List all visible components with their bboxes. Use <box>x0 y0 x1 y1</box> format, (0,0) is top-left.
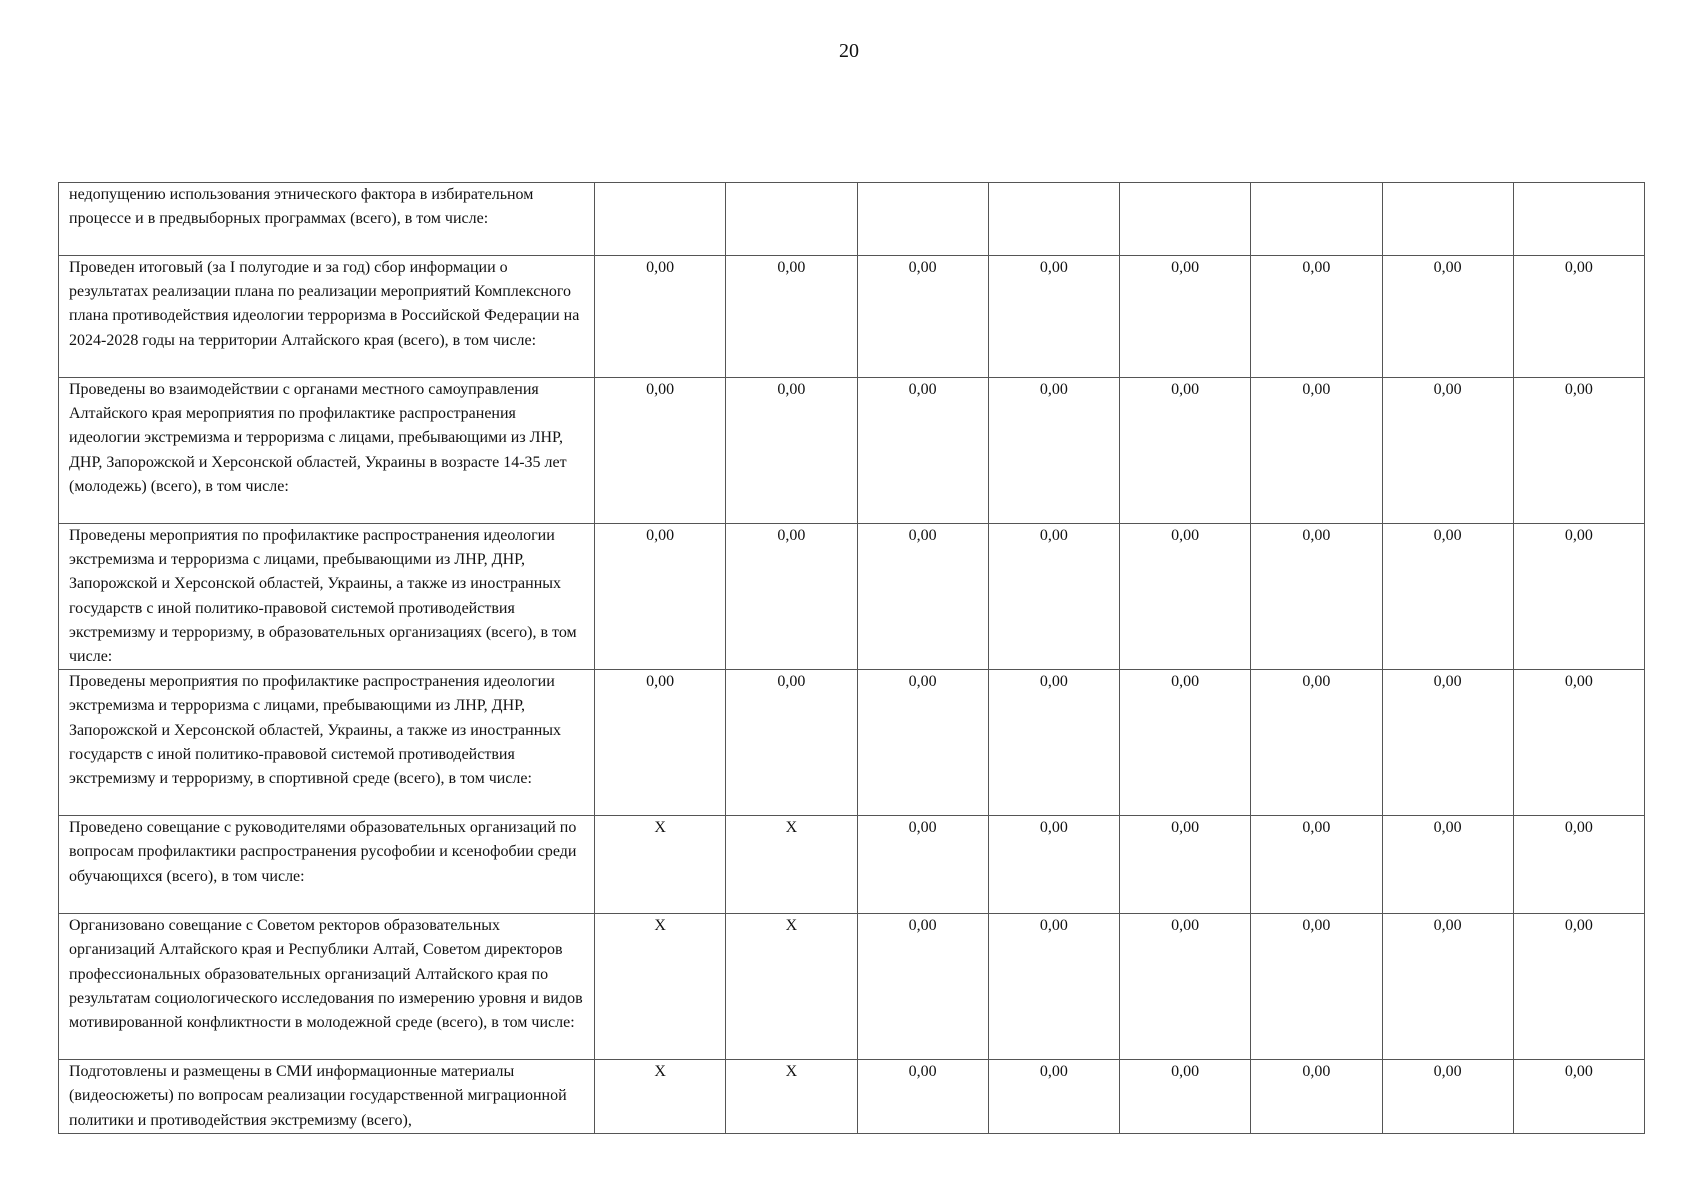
value-cell: 0,00 <box>1120 524 1251 670</box>
value-cell: 0,00 <box>1120 378 1251 524</box>
value-cell: 0,00 <box>1382 914 1513 1060</box>
value-cell: 0,00 <box>1513 256 1644 378</box>
value-cell: X <box>726 1060 857 1134</box>
indicators-table <box>58 182 1645 1134</box>
value-cell: 0,00 <box>857 816 988 914</box>
value-cell: 0,00 <box>1120 670 1251 816</box>
value-cell: 0,00 <box>1513 914 1644 1060</box>
value-cell: 0,00 <box>1382 378 1513 524</box>
value-cell: 0,00 <box>1251 816 1382 914</box>
page-number: 20 <box>839 40 859 62</box>
table-row <box>59 1060 1645 1134</box>
value-cell: 0,00 <box>988 816 1119 914</box>
value-cell: 0,00 <box>1251 524 1382 670</box>
table-row <box>59 816 1645 914</box>
row-description: Подготовлены и размещены в СМИ информационные материалы (видеосюжеты) по вопросам реализации государственной миграционной политики и противодействия экстремизму (всего), <box>59 1060 595 1134</box>
value-cell: 0,00 <box>857 670 988 816</box>
value-cell: 0,00 <box>1382 816 1513 914</box>
table-row <box>59 524 1645 670</box>
value-cell: 0,00 <box>857 1060 988 1134</box>
value-cell: 0,00 <box>1382 1060 1513 1134</box>
value-cell: 0,00 <box>988 670 1119 816</box>
value-cell: 0,00 <box>988 1060 1119 1134</box>
table-row <box>59 914 1645 1060</box>
value-cell: 0,00 <box>726 670 857 816</box>
value-cell <box>1251 183 1382 256</box>
table-row <box>59 183 1645 256</box>
value-cell: 0,00 <box>726 524 857 670</box>
value-cell: 0,00 <box>595 524 726 670</box>
value-cell: 0,00 <box>1120 816 1251 914</box>
value-cell: 0,00 <box>1513 378 1644 524</box>
value-cell: 0,00 <box>857 378 988 524</box>
value-cell: 0,00 <box>1251 914 1382 1060</box>
value-cell: 0,00 <box>726 378 857 524</box>
value-cell: 0,00 <box>1513 816 1644 914</box>
value-cell <box>1382 183 1513 256</box>
value-cell: 0,00 <box>1513 524 1644 670</box>
value-cell: 0,00 <box>857 524 988 670</box>
row-description: Проведено совещание с руководителями образовательных организаций по вопросам профилактики распространения русофобии и ксенофобии среди обучающихся (всего), в том числе: <box>59 816 595 914</box>
value-cell: X <box>595 816 726 914</box>
value-cell: 0,00 <box>1120 914 1251 1060</box>
row-description: Проведены мероприятия по профилактике распространения идеологии экстремизма и терроризма с лицами, пребывающими из ЛНР, ДНР, Запорожской и Херсонской областей, Украины, а также из иностранных государств с иной политико-правовой системой противодействия экстремизму и терроризму, в образовательных организациях (всего), в том числе: <box>59 524 595 670</box>
value-cell: 0,00 <box>1251 378 1382 524</box>
table-row <box>59 378 1645 524</box>
row-description: Проведен итоговый (за I полугодие и за год) сбор информации о результатах реализации плана по реализации мероприятий Комплексного плана противодействия идеологии терроризма в Российской Федерации на 2024-2028 годы на территории Алтайского края (всего), в том числе: <box>59 256 595 378</box>
value-cell: X <box>726 914 857 1060</box>
value-cell: 0,00 <box>988 914 1119 1060</box>
table-row <box>59 256 1645 378</box>
value-cell <box>595 183 726 256</box>
value-cell <box>1120 183 1251 256</box>
value-cell: 0,00 <box>988 524 1119 670</box>
value-cell <box>1513 183 1644 256</box>
value-cell: 0,00 <box>988 256 1119 378</box>
value-cell: 0,00 <box>1513 1060 1644 1134</box>
value-cell: 0,00 <box>1382 670 1513 816</box>
value-cell: 0,00 <box>726 256 857 378</box>
value-cell: 0,00 <box>1382 524 1513 670</box>
value-cell: 0,00 <box>595 378 726 524</box>
value-cell: 0,00 <box>857 256 988 378</box>
value-cell <box>857 183 988 256</box>
value-cell: 0,00 <box>595 670 726 816</box>
value-cell: 0,00 <box>988 378 1119 524</box>
value-cell: 0,00 <box>1251 1060 1382 1134</box>
value-cell <box>726 183 857 256</box>
row-description: Проведены мероприятия по профилактике распространения идеологии экстремизма и терроризма с лицами, пребывающими из ЛНР, ДНР, Запорожской и Херсонской областей, Украины, а также из иностранных государств с иной политико-правовой системой противодействия экстремизму и терроризму, в спортивной среде (всего), в том числе: <box>59 670 595 816</box>
value-cell: 0,00 <box>1513 670 1644 816</box>
row-description: Организовано совещание с Советом ректоров образовательных организаций Алтайского края и Республики Алтай, Советом директоров профессиональных образовательных организаций Алтайского края по результатам социологического исследования по измерению уровня и видов мотивированной конфликтности в молодежной среде (всего), в том числе: <box>59 914 595 1060</box>
value-cell <box>988 183 1119 256</box>
row-description: Проведены во взаимодействии с органами местного самоуправления Алтайского края мероприятия по профилактике распространения идеологии экстремизма и терроризма с лицами, пребывающими из ЛНР, ДНР, Запорожской и Херсонской областей, Украины в возрасте 14-35 лет (молодежь) (всего), в том числе: <box>59 378 595 524</box>
value-cell: X <box>726 816 857 914</box>
value-cell: 0,00 <box>595 256 726 378</box>
value-cell: 0,00 <box>1251 670 1382 816</box>
value-cell: X <box>595 914 726 1060</box>
value-cell: 0,00 <box>1120 1060 1251 1134</box>
table-row <box>59 670 1645 816</box>
row-description: недопущению использования этнического фактора в избирательном процессе и в предвыборных программах (всего), в том числе: <box>59 183 595 256</box>
value-cell: X <box>595 1060 726 1134</box>
value-cell: 0,00 <box>1251 256 1382 378</box>
value-cell: 0,00 <box>1382 256 1513 378</box>
value-cell: 0,00 <box>857 914 988 1060</box>
value-cell: 0,00 <box>1120 256 1251 378</box>
